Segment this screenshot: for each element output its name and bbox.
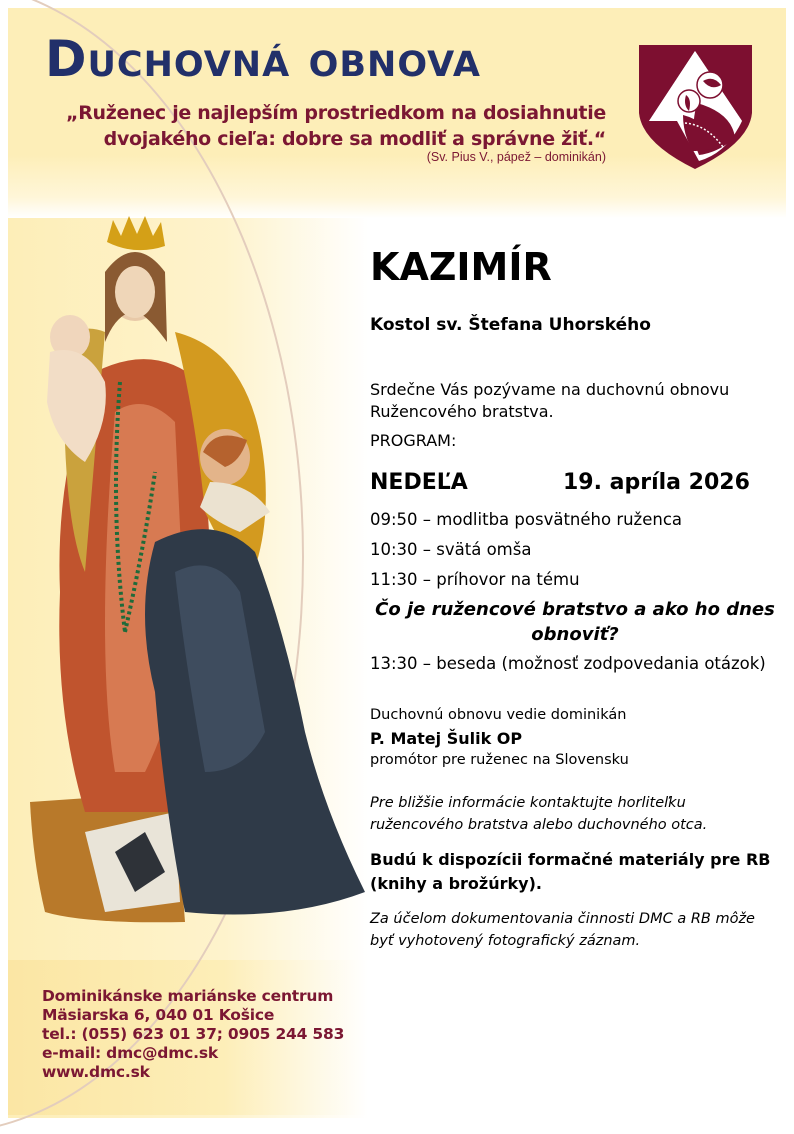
schedule-item: 09:50 – modlitba posvätného ruženca: [370, 510, 683, 529]
invitation-line-2: Ružencového bratstva.: [370, 402, 554, 421]
quote-source: (Sv. Pius V., pápež – dominikán): [426, 150, 606, 164]
org-name: Dominikánske mariánske centrum: [42, 987, 334, 1005]
materials-line-2: (knihy a brožúrky).: [370, 874, 542, 893]
photo-note-line-1: Za účelom dokumentovania činnosti DMC a RB môže: [370, 911, 755, 927]
materials-line-1: Budú k dispozícii formačné materiály pre RB: [370, 850, 771, 869]
schedule-list: [370, 505, 790, 679]
schedule-item: 11:30 – príhovor na tému: [370, 570, 580, 589]
schedule-item: 10:30 – svätá omša: [370, 540, 532, 559]
org-website[interactable]: www.dmc.sk: [42, 1063, 150, 1081]
quote: [66, 100, 606, 152]
invitation-text: [370, 379, 790, 423]
photo-note-line-2: byť vyhotovený fotografický záznam.: [370, 933, 641, 949]
contact-note: [370, 792, 790, 836]
led-by-text: Duchovnú obnovu vedie dominikán: [370, 707, 627, 723]
page-title: Duchovná obnova: [45, 30, 481, 88]
program-label: PROGRAM:: [370, 431, 457, 450]
event-place: KAZIMÍR: [370, 245, 552, 289]
org-address: Mäsiarska 6, 040 01 Košice: [42, 1006, 275, 1024]
org-phone: tel.: (055) 623 01 37; 0905 244 583: [42, 1025, 345, 1043]
event-date-row: [370, 470, 790, 495]
leader-name: P. Matej Šulik OP: [370, 729, 523, 748]
contact-note-line-2: ružencového bratstva alebo duchovného otca.: [370, 817, 708, 833]
church-name: Kostol sv. Štefana Uhorského: [370, 315, 651, 335]
leader-role: promótor pre ruženec na Slovensku: [370, 752, 629, 768]
event-date: 19. apríla 2026: [563, 470, 750, 495]
event-details: [370, 245, 790, 952]
madonna-statue-image: [25, 212, 370, 927]
event-day: NEDEĽA: [370, 470, 468, 495]
schedule-item: 13:30 – beseda (možnosť zodpovedania otázok): [370, 654, 766, 673]
rosary-shield-logo-icon: [637, 43, 754, 170]
materials-note: [370, 848, 790, 896]
contact-note-line-1: Pre bližšie informácie kontaktujte horliteľku: [370, 795, 686, 811]
invitation-line-1: Srdečne Vás pozývame na duchovnú obnovu: [370, 380, 730, 399]
talk-topic: Čo je ružencové bratstvo a ako ho dnes obnoviť?: [375, 599, 775, 645]
contact-footer: [42, 987, 344, 1082]
photo-note: [370, 908, 790, 952]
org-email[interactable]: e-mail: dmc@dmc.sk: [42, 1044, 218, 1062]
quote-line-2: dvojakého cieľa: dobre sa modliť a správne žiť.“: [103, 128, 606, 150]
quote-line-1: „Ruženec je najlepším prostriedkom na dosiahnutie: [66, 102, 606, 124]
